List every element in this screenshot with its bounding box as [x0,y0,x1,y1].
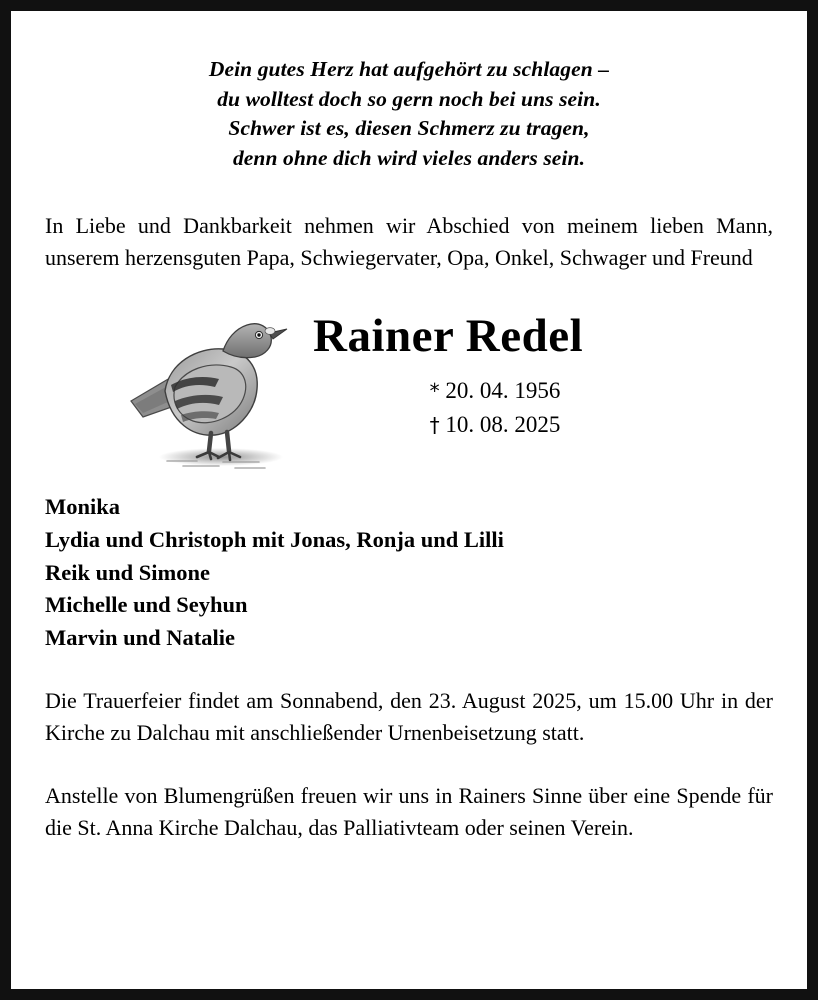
birth-date: 20. 04. 1956 [445,378,561,404]
list-item: Lydia und Christoph mit Jonas, Ronja und Lilli [45,527,504,553]
list-item: Marvin und Natalie [45,624,236,650]
memorial-verse [45,55,773,174]
list-item: Michelle und Seyhun [45,592,248,618]
birth-symbol: * [429,379,440,404]
verse-line: du wolltest doch so gern noch bei uns sein. [217,86,601,111]
verse-line: Dein gutes Herz hat aufgehört zu schlagen – [208,57,610,81]
death-date: 10. 08. 2025 [445,411,561,437]
name-block [45,299,773,469]
verse-line: Schwer ist es, diesen Schmerz zu tragen, [228,116,590,141]
family-list [45,491,773,654]
name-and-dates [313,299,773,441]
list-item: Reik und Simone [45,559,211,585]
verse-line: denn ohne dich wird vieles anders sein. [232,145,586,170]
pigeon-icon [123,305,313,475]
death-line [313,408,677,441]
death-symbol: † [429,412,440,437]
birth-line [313,374,677,407]
ceremony-paragraph: Die Trauerfeier findet am Sonnabend, den 23. August 2025, um 15.00 Uhr in der Kirche zu Dalchau mit anschließender Urnenbeisetzung statt. [45,687,773,746]
donation-paragraph: Anstelle von Blumengrüßen freuen wir uns in Rainers Sinne über eine Spende für die St. Anna Kirche Dalchau, das Palliativteam oder seinen Verein. [45,782,773,841]
notice-content [11,11,807,989]
deceased-name: Rainer Redel [313,310,584,363]
life-dates [313,374,773,441]
list-item: Monika [45,494,121,520]
intro-paragraph: In Liebe und Dankbarkeit nehmen wir Abschied von meinem lieben Mann, unserem herzensguten Papa, Schwiegervater, Opa, Onkel, Schwager und Freund [45,212,773,270]
